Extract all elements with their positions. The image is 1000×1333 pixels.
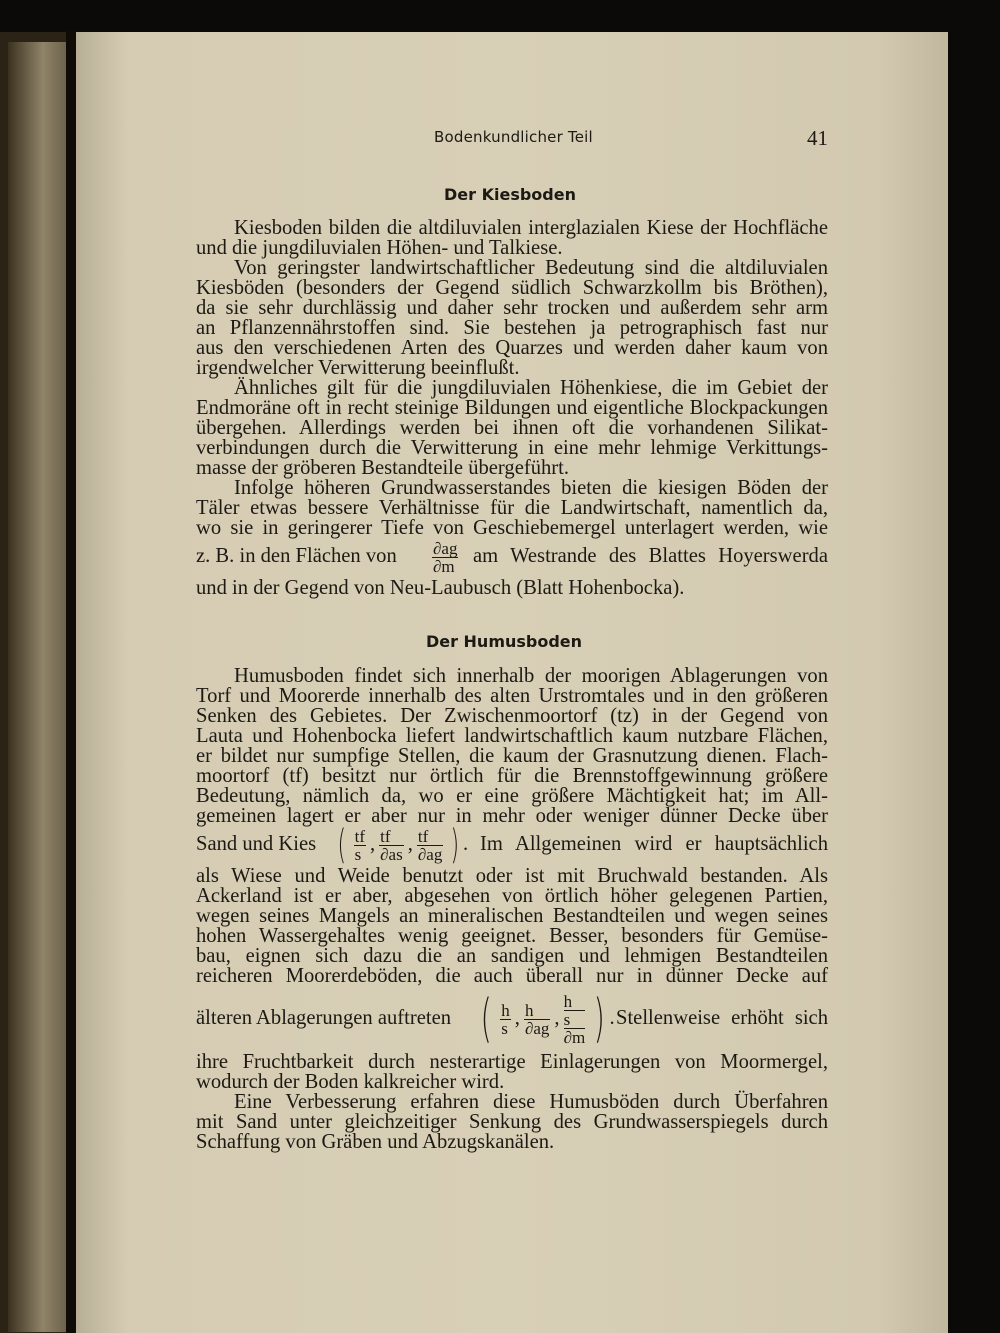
text-line: ihre Fruchtbarkeit durch nesterartige Einlagerungen von Moormergel, bbox=[196, 1051, 828, 1073]
text-line: als Wiese und Weide benutzt oder ist mit Bruchwald bestanden. Als bbox=[196, 865, 828, 887]
text-line: Eine Verbesserung erfahren diese Humusböden durch Überfahren bbox=[234, 1091, 828, 1113]
text-line: und die jungdiluvialen Höhen- und Talkiese. bbox=[196, 237, 563, 259]
fraction-denominator: s bbox=[500, 1019, 511, 1037]
fraction-denominator: ∂ag bbox=[417, 844, 443, 864]
fraction-numerator: tf bbox=[417, 826, 429, 846]
text-line: Lauta und Hohenbocka liefert landwirtschaftlich kaum nutzbare Flächen, bbox=[196, 725, 828, 747]
fraction-denominator: s bbox=[354, 845, 366, 863]
text-line: Ähnliches gilt für die jungdiluvialen Höhenkiese, die im Gebiet der bbox=[234, 377, 828, 399]
section-title-kiesboden: Der Kiesboden bbox=[444, 185, 576, 204]
text-line: Humusboden findet sich innerhalb der moorigen Ablagerungen von bbox=[234, 665, 828, 687]
text-line: aus den verschiedenen Arten des Quarzes und werden daher kaum von bbox=[196, 337, 828, 359]
text-line: Kiesboden bilden die altdiluvialen interglazialen Kiese der Hochfläche bbox=[234, 217, 828, 239]
text-line: Senken des Gebietes. Der Zwischenmoortorf (tz) in der Gegend von bbox=[196, 705, 828, 727]
text-line: wo sie in geringerer Tiefe von Geschiebemergel unterlagert werden, wie bbox=[196, 517, 828, 539]
formula-before: Sand und Kies bbox=[196, 833, 317, 855]
fraction-numerator: tf bbox=[354, 826, 365, 846]
page-number: 41 bbox=[807, 126, 828, 150]
text-line: Infolge höheren Grundwasserstandes bieten die kiesigen Böden der bbox=[234, 477, 828, 499]
text-line: wodurch der Boden kalkreicher wird. bbox=[196, 1071, 505, 1093]
text-line: Von geringster landwirtschaftlicher Bedeutung sind die altdiluvialen bbox=[234, 257, 828, 279]
left-paren: ( bbox=[337, 822, 347, 869]
compound-top: h bbox=[563, 991, 573, 1011]
right-background bbox=[948, 32, 1000, 1333]
formula-line-kies bbox=[196, 534, 828, 578]
left-paren: ( bbox=[480, 989, 492, 1050]
section-title-humusboden: Der Humusboden bbox=[425, 632, 583, 651]
text-line: reicheren Moorerdeböden, die auch überall nur in dünner Decke auf bbox=[196, 965, 828, 987]
formula-line-humus-1 bbox=[196, 822, 828, 869]
text-line: wegen seines Mangels an mineralischen Bestandteilen und wegen seines bbox=[196, 905, 828, 927]
text-line: Endmoräne oft in recht steinige Bildungen und eigentliche Blockpackungen bbox=[196, 397, 828, 419]
text-line: Torf und Moorerde innerhalb des alten Urstromtales und in den größeren bbox=[196, 685, 828, 707]
formula-after: Im Allgemeinen wird er hauptsächlich bbox=[480, 833, 828, 855]
fraction-numerator: h bbox=[501, 1000, 510, 1020]
text-line: hohen Wassergehaltes wenig geeignet. Besser, besonders für Gemüse- bbox=[196, 925, 828, 947]
text-line: moortorf (tf) besitzt nur örtlich für die Brennstoffgewinnung größere bbox=[196, 765, 828, 787]
formula-group: ( $\frac{h}{s}$ , $\frac{h}{\partial ag}$ , h s ∂m ) . bbox=[480, 989, 615, 1050]
text-line: gemeinen lagert er aber nur in mehr oder weniger dünner Decke über bbox=[196, 805, 828, 827]
fraction-numerator: tf bbox=[380, 826, 391, 846]
text-line: er bildet nur sumpfige Stellen, die kaum der Grasnutzung dienen. Flach- bbox=[196, 745, 828, 767]
fraction-numerator: ∂ag bbox=[433, 538, 458, 558]
fraction-numerator: h bbox=[524, 1000, 534, 1020]
formula-fraction bbox=[428, 534, 462, 578]
text-line: Bedeutung, nämlich da, wo er eine größere Mächtigkeit hat; im All- bbox=[196, 785, 828, 807]
left-page-strip bbox=[8, 42, 66, 1332]
fraction-denominator: ∂ag bbox=[524, 1018, 550, 1038]
left-page-edge bbox=[0, 32, 70, 1333]
formula-group: ( $\frac{tf}{s}$ , $\frac{tf}{\partial as}$ , $\frac{tf}{\partial ag}$ ) . bbox=[337, 822, 469, 869]
compound-fraction bbox=[564, 993, 586, 1046]
right-paren: ) bbox=[593, 989, 605, 1050]
text-line: mit Sand unter gleichzeitiger Senkung des Grundwasserspiegels durch bbox=[196, 1111, 828, 1133]
fraction-denominator: ∂m bbox=[432, 557, 458, 575]
running-head: Bodenkundlicher Teil bbox=[434, 128, 593, 146]
text-line: übergehen. Allerdings werden bei ihnen oft die vorhandenen Silikat- bbox=[196, 417, 828, 439]
text-line: Schaffung von Gräben und Abzugskanälen. bbox=[196, 1131, 555, 1153]
book-page bbox=[76, 32, 948, 1333]
text-line: masse der gröberen Bestandteile übergeführt. bbox=[196, 457, 570, 479]
text-line: Täler etwas bessere Verhältnisse für die Landwirtschaft, namentlich da, bbox=[196, 497, 828, 519]
compound-mid: s bbox=[564, 1010, 586, 1028]
compound-bottom: ∂m bbox=[563, 1027, 586, 1047]
right-paren: ) bbox=[450, 822, 460, 869]
fraction-denominator: ∂as bbox=[380, 844, 403, 864]
formula-line-humus-2 bbox=[196, 988, 828, 1048]
text-line: irgendwelcher Verwitterung beeinflußt. bbox=[196, 357, 520, 379]
text-line: Ackerland ist er aber, abgesehen von örtlich höher gelegenen Partien, bbox=[196, 885, 828, 907]
text-line: verbindungen durch die Verwitterung in eine mehr lehmige Verkittungs- bbox=[196, 437, 828, 459]
text-line: da sie sehr durchlässig und daher sehr trocken und außerdem sehr arm bbox=[196, 297, 828, 319]
text-line: bau, eignen sich dazu die an sandigen und lehmigen Bestandteilen bbox=[196, 945, 828, 967]
formula-before: z. B. in den Flächen von bbox=[196, 545, 397, 567]
text-line: an Pflanzennährstoffen sind. Sie bestehen ja petrographisch fast nur bbox=[196, 317, 828, 339]
formula-after: Stellenweise erhöht sich bbox=[616, 1007, 828, 1029]
text-line: Kiesböden (besonders der Gegend südlich Schwarzkollm bis Bröthen), bbox=[196, 277, 828, 299]
formula-after: am Westrande des Blattes Hoyerswerda bbox=[473, 545, 828, 567]
text-line: und in der Gegend von Neu-Laubusch (Blatt Hohenbocka). bbox=[196, 577, 685, 599]
formula-before: älteren Ablagerungen auftreten bbox=[196, 1007, 452, 1029]
page-header bbox=[76, 126, 948, 156]
